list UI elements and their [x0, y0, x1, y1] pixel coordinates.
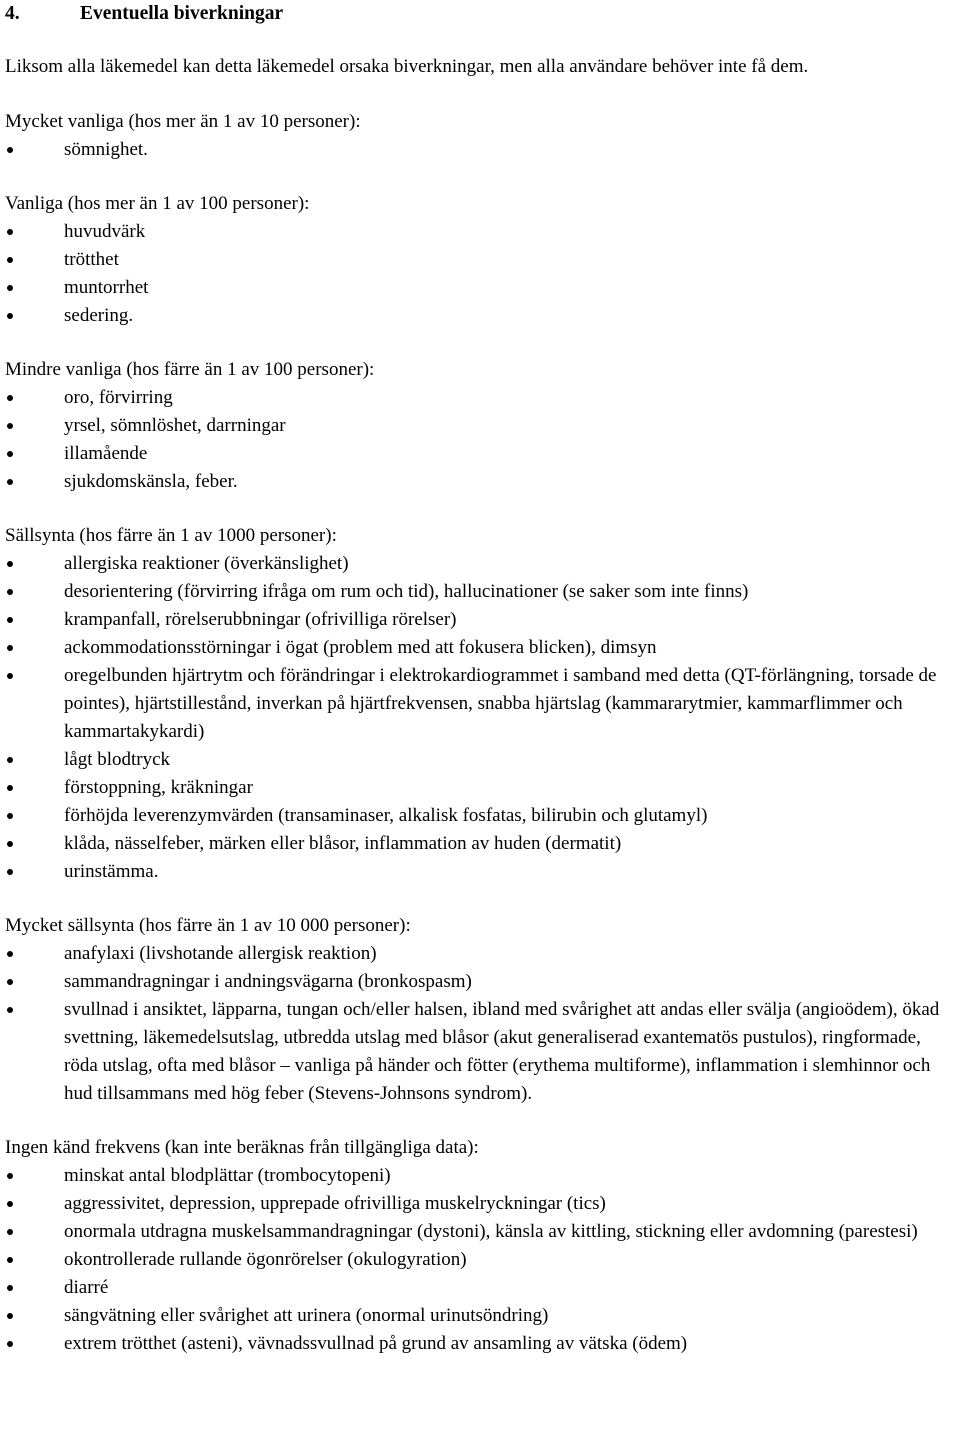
list-item-text: minskat antal blodplättar (trombocytopeni)	[64, 1165, 391, 1186]
list-item	[0, 1330, 960, 1358]
bullet-icon	[7, 951, 13, 957]
list-item-text: sedering.	[64, 305, 134, 326]
frequency-title: Mycket sällsynta (hos färre än 1 av 10 000 personer):	[5, 915, 411, 936]
list-item-text: huvudvärk	[64, 221, 146, 242]
list-item-text: förstoppning, kräkningar	[64, 777, 253, 798]
list-item-text: desorientering (förvirring ifråga om rum och tid), hallucinationer (se saker som inte finns)	[64, 581, 749, 602]
list-item	[0, 858, 960, 886]
bullet-icon	[7, 617, 13, 623]
frequency-title: Vanliga (hos mer än 1 av 100 personer):	[5, 193, 310, 214]
bullet-icon	[7, 285, 13, 291]
frequency-title: Ingen känd frekvens (kan inte beräknas från tillgängliga data):	[5, 1137, 479, 1158]
list-item-text: sjukdomskänsla, feber.	[64, 471, 238, 492]
list-item-text: anafylaxi (livshotande allergisk reaktion)	[64, 943, 377, 964]
bullet-icon	[7, 1341, 13, 1347]
frequency-section	[0, 1134, 960, 1358]
list-item-text: aggressivitet, depression, upprepade ofrivilliga muskelryckningar (tics)	[64, 1193, 606, 1214]
bullet-icon	[7, 869, 13, 875]
list-item	[0, 802, 960, 830]
bullet-icon	[7, 645, 13, 651]
list-item-text: sömnighet.	[64, 139, 148, 160]
list-item	[0, 830, 960, 858]
bullet-icon	[7, 395, 13, 401]
side-effect-list	[0, 1162, 960, 1358]
frequency-section	[0, 522, 960, 886]
side-effect-list	[0, 218, 960, 330]
bullet-icon	[7, 841, 13, 847]
bullet-icon	[7, 589, 13, 595]
list-item	[0, 136, 960, 164]
bullet-icon	[7, 1173, 13, 1179]
list-item-text: urinstämma.	[64, 861, 159, 882]
list-item	[0, 1246, 960, 1274]
list-item-text: svullnad i ansiktet, läpparna, tungan och/eller halsen, ibland med svårighet att andas eller svälja (angioödem), ökad svettning, läkemedelsutslag, utbredda utslag med blåsor (akut generaliserad exantematös pustulos), ringformade, röda utslag, ofta med blåsor – vanliga på händer och fötter (erythema multiforme), inflammation i slemhinnor och hud tillsammans med hög feber (Stevens-Johnsons syndrom).	[64, 999, 940, 1104]
list-item	[0, 440, 960, 468]
section-heading	[0, 0, 960, 28]
frequency-section	[0, 912, 960, 1108]
list-item-text: förhöjda leverenzymvärden (transaminaser, alkalisk fosfatas, bilirubin och glutamyl)	[64, 805, 708, 826]
list-item	[0, 968, 960, 996]
list-item-text: allergiska reaktioner (överkänslighet)	[64, 553, 349, 574]
list-item	[0, 1274, 960, 1302]
frequency-title: Sällsynta (hos färre än 1 av 1000 personer):	[5, 525, 337, 546]
bullet-icon	[7, 1201, 13, 1207]
list-item	[0, 774, 960, 802]
bullet-icon	[7, 147, 13, 153]
section-number: 4.	[5, 3, 20, 24]
section-title: Eventuella biverkningar	[80, 3, 284, 24]
bullet-icon	[7, 479, 13, 485]
list-item-text: oregelbunden hjärtrytm och förändringar i elektrokardiogrammet i samband med detta (QT-förlängning, torsade de pointes), hjärtstillestånd, inverkan på hjärtfrekvensen, snabba hjärtslag (kammararytmier, kammarflimmer och kammartakykardi)	[64, 665, 937, 742]
list-item-text: klåda, nässelfeber, märken eller blåsor, inflammation av huden (dermatit)	[64, 833, 622, 854]
side-effect-list	[0, 384, 960, 496]
list-item	[0, 550, 960, 578]
bullet-icon	[7, 423, 13, 429]
list-item	[0, 662, 960, 746]
list-item-text: lågt blodtryck	[64, 749, 171, 770]
frequency-title: Mindre vanliga (hos färre än 1 av 100 personer):	[5, 359, 375, 380]
frequency-title: Mycket vanliga (hos mer än 1 av 10 personer):	[5, 111, 361, 132]
list-item	[0, 1302, 960, 1330]
list-item-text: diarré	[64, 1277, 109, 1298]
list-item	[0, 578, 960, 606]
bullet-icon	[7, 561, 13, 567]
list-item-text: sängvätning eller svårighet att urinera (onormal urinutsöndring)	[64, 1305, 549, 1326]
bullet-icon	[7, 313, 13, 319]
list-item	[0, 940, 960, 968]
list-item-text: illamående	[64, 443, 148, 464]
list-item	[0, 634, 960, 662]
bullet-icon	[7, 451, 13, 457]
bullet-icon	[7, 979, 13, 985]
side-effect-list	[0, 136, 960, 164]
bullet-icon	[7, 1007, 13, 1013]
bullet-icon	[7, 1257, 13, 1263]
list-item-text: oro, förvirring	[64, 387, 173, 408]
bullet-icon	[7, 813, 13, 819]
bullet-icon	[7, 1285, 13, 1291]
list-item	[0, 1218, 960, 1246]
side-effect-list	[0, 550, 960, 886]
list-item-text: okontrollerade rullande ögonrörelser (okulogyration)	[64, 1249, 467, 1270]
list-item-text: muntorrhet	[64, 277, 149, 298]
list-item	[0, 996, 960, 1108]
list-item-text: onormala utdragna muskelsammandragningar (dystoni), känsla av kittling, stickning eller avdomning (parestesi)	[64, 1221, 918, 1242]
bullet-icon	[7, 1229, 13, 1235]
bullet-icon	[7, 785, 13, 791]
list-item	[0, 746, 960, 774]
frequency-section	[0, 108, 960, 164]
list-item-text: ackommodationsstörningar i ögat (problem med att fokusera blicken), dimsyn	[64, 637, 657, 658]
list-item-text: trötthet	[64, 249, 119, 270]
list-item	[0, 246, 960, 274]
list-item	[0, 412, 960, 440]
list-item	[0, 274, 960, 302]
bullet-icon	[7, 257, 13, 263]
list-item	[0, 1190, 960, 1218]
side-effect-list	[0, 940, 960, 1108]
list-item	[0, 384, 960, 412]
list-item-text: yrsel, sömnlöshet, darrningar	[64, 415, 286, 436]
list-item	[0, 468, 960, 496]
bullet-icon	[7, 229, 13, 235]
list-item	[0, 1162, 960, 1190]
frequency-section	[0, 356, 960, 496]
bullet-icon	[7, 757, 13, 763]
list-item	[0, 606, 960, 634]
bullet-icon	[7, 1313, 13, 1319]
list-item	[0, 302, 960, 330]
frequency-section	[0, 190, 960, 330]
list-item	[0, 218, 960, 246]
list-item-text: krampanfall, rörelserubbningar (ofrivilliga rörelser)	[64, 609, 457, 630]
bullet-icon	[7, 673, 13, 679]
list-item-text: sammandragningar i andningsvägarna (bronkospasm)	[64, 971, 472, 992]
list-item-text: extrem trötthet (asteni), vävnadssvullnad på grund av ansamling av vätska (ödem)	[64, 1333, 688, 1354]
intro-paragraph: Liksom alla läkemedel kan detta läkemedel orsaka biverkningar, men alla användare behöver inte få dem.	[5, 56, 809, 77]
